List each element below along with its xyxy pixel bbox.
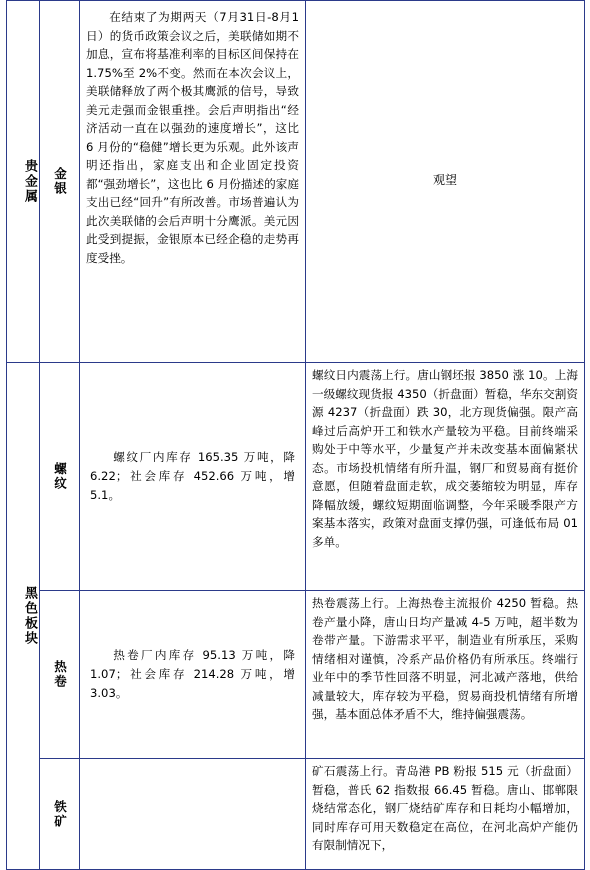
commodity-table (6, 0, 585, 870)
gold-analysis-text: 在结束了为期两天（7月31日-8月1日）的货币政策会议之后，美联储如期不加息，宣布将基准利率的目标区间保持在 1.75%至 2%不变。然而在本次会议上，美联储释放了两个极其鹰派的信号，导致美元走强而金银重挫。会后声明指出“经济活动一直在以强劲的速度增长”，这比 6 月份的“稳健”增长更为乐观。此外该声明还指出，家庭支出和企业固定投资都“强劲增长”，这也比 6 月份描述的家庭支出已经“回升”有所改善。市场普遍认为此次美联储的会后声明十分鹰派。美元因此受到提振，金银原本已经企稳的走势再度受挫。 (86, 10, 299, 265)
gold-analysis-cell (80, 1, 306, 363)
hotcoil-view-cell (306, 591, 585, 759)
gold-view-text: 观望 (432, 173, 457, 187)
hotcoil-inventory-cell (80, 591, 306, 759)
sub-cell-iron-ore (40, 759, 80, 870)
category-cell-black (7, 363, 40, 870)
sub-cell-gold-silver (40, 1, 80, 363)
iron-ore-view-text: 矿石震荡上行。青岛港 PB 粉报 515 元（折盘面）暂稳，普氏 62 指数报 66.45 暂稳。唐山、邯郸限烧结常态化，钢厂烧结矿库存和日耗均小幅增加，同时库存可用天数稳定在高位，在河北高炉产能仍有限制情况下， (312, 764, 578, 852)
rebar-inventory-cell (80, 363, 306, 591)
row-rebar (7, 363, 585, 591)
category-label-precious-metals: 贵金属 (22, 159, 37, 204)
sub-label-hotcoil: 热卷 (52, 660, 68, 689)
row-hotcoil (7, 591, 585, 759)
row-precious-metals (7, 1, 585, 363)
category-cell-precious-metals (7, 1, 40, 363)
sub-label-gold-silver: 金银 (52, 167, 68, 196)
iron-ore-inventory-cell (80, 759, 306, 870)
hotcoil-inventory-text: 热卷厂内库存 95.13 万吨，降 1.07；社会库存 214.28 万吨，增 3.03。 (90, 648, 295, 700)
row-iron-ore (7, 759, 585, 870)
rebar-view-cell (306, 363, 585, 591)
category-label-black: 黑色板块 (22, 586, 37, 646)
sub-cell-rebar (40, 363, 80, 591)
rebar-inventory-text: 螺纹厂内库存 165.35 万吨，降 6.22；社会库存 452.66 万吨，增 5.1。 (90, 450, 295, 502)
sub-label-iron-ore: 铁矿 (52, 799, 68, 829)
sub-cell-hotcoil (40, 591, 80, 759)
gold-view-cell (306, 1, 585, 363)
sub-label-rebar: 螺纹 (52, 462, 68, 491)
hotcoil-view-text: 热卷震荡上行。上海热卷主流报价 4250 暂稳。热卷产量小降，唐山日均产量减 4-5 万吨，超半数为卷带产量。下游需求平平，制造业有所承压，采购情绪相对谨慎，冷系产品价格仍有所承压。终端行业年中的季节性回落不明显，河北减产落地，供给减量较大，库存较为平稳，贸易商投机情绪有所增强，基本面总体矛盾不大，维持偏强震荡。 (312, 596, 578, 721)
rebar-view-text: 螺纹日内震荡上行。唐山钢坯报 3850 涨 10。上海一级螺纹现货报 4350（折盘面）暂稳，华东交割资源 4237（折盘面）跌 30，北方现货偏强。限产高峰过后高炉开工和铁水产量较为平稳。目前终端采购处于中等水平，少量复产并未改变基本面偏紧状态。市场投机情绪有所升温，钢厂和贸易商有挺价意愿，但随着盘面走软，成交萎缩较为明显，库存降幅放缓，螺纹短期面临调整，今年采暖季限产方案基本落实，政策对盘面支撑仍强，可逢低布局 01 多单。 (312, 368, 578, 549)
iron-ore-view-cell (306, 759, 585, 870)
